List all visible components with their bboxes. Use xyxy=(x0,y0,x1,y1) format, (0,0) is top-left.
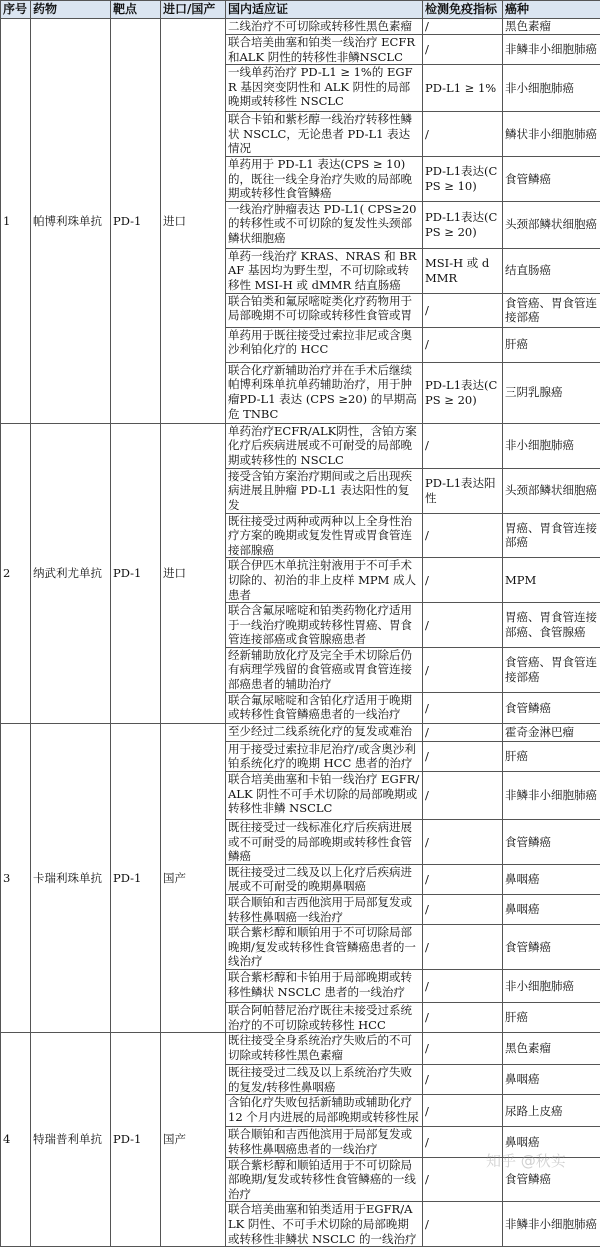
marker-cell: MSI-H 或 dMMR xyxy=(423,248,503,293)
indication-cell: 联合培美曲塞和铂类适用于EGFR/ALK 阴性、不可手术切除的局部晚期或转移性非鳞状 NSCLC 的一线治疗 xyxy=(226,1202,423,1247)
cancer-type-cell: 非鳞非小细胞肺癌 xyxy=(503,1202,600,1247)
cancer-type-cell: 食管鳞癌 xyxy=(503,692,600,723)
indication-cell: 单药用于 PD-L1 表达(CPS ≥ 10)的，既往一线全身治疗失败的局部晚期或转移性食管鳞癌 xyxy=(226,156,423,201)
marker-cell: / xyxy=(423,513,503,558)
table-row xyxy=(1,1033,600,1065)
drug-origin: 进口 xyxy=(161,19,226,424)
drug-name: 特瑞普利单抗 xyxy=(31,1033,111,1247)
indication-cell: 联合培美曲塞和卡铂一线治疗 EGFR/ALK 阴性不可手术切除的局部晚期或转移性非鳞 NSCLC xyxy=(226,772,423,820)
marker-cell: / xyxy=(423,864,503,894)
indication-cell: 用于接受过索拉非尼治疗/或含奥沙利铂系统化疗的晚期 HCC 患者的治疗 xyxy=(226,741,423,771)
watermark: 知乎 @秋实 xyxy=(486,1150,566,1171)
header-cancer: 癌种 xyxy=(503,1,600,19)
drug-origin: 进口 xyxy=(161,423,226,723)
indication-cell: 单药一线治疗 KRAS、NRAS 和 BRAF 基因均为野生型，不可切除或转移性 MSI-H 或 dMMR 结直肠癌 xyxy=(226,248,423,293)
indication-cell: 接受含铂方案治疗期间或之后出现疾病进展且肿瘤 PD-L1 表达阳性的复发 xyxy=(226,468,423,513)
cancer-type-cell: 非小细胞肺癌 xyxy=(503,423,600,468)
cancer-type-cell: 霍奇金淋巴瘤 xyxy=(503,723,600,741)
drug-target: PD-1 xyxy=(111,1033,161,1247)
marker-cell: / xyxy=(423,970,503,1003)
header-origin: 进口/国产 xyxy=(161,1,226,19)
cancer-type-cell: 非小细胞肺癌 xyxy=(503,970,600,1003)
cancer-type-cell: 鼻咽癌 xyxy=(503,895,600,925)
cancer-type-cell: 非小细胞肺癌 xyxy=(503,65,600,112)
indication-cell: 单药用于既往接受过索拉非尼或含奥沙利铂化疗的 HCC xyxy=(226,327,423,362)
indication-cell: 至少经过二线系统化疗的复发或难治 xyxy=(226,723,423,741)
header-marker: 检测免疫指标 xyxy=(423,1,503,19)
marker-cell: / xyxy=(423,692,503,723)
marker-cell: / xyxy=(423,1095,503,1127)
cancer-type-cell: 三阴乳腺癌 xyxy=(503,362,600,423)
marker-cell: PD-L1表达(CPS ≥ 10) xyxy=(423,156,503,201)
drug-origin: 国产 xyxy=(161,1033,226,1247)
marker-cell: / xyxy=(423,1157,503,1202)
indication-cell: 既往接受过二线及以上化疗后疾病进展或不可耐受的晚期鼻咽癌 xyxy=(226,864,423,894)
drug-origin: 国产 xyxy=(161,723,226,1032)
drug-name: 帕博利珠单抗 xyxy=(31,19,111,424)
marker-cell: / xyxy=(423,35,503,65)
marker-cell: / xyxy=(423,1065,503,1095)
cancer-type-cell: 非鳞非小细胞肺癌 xyxy=(503,772,600,820)
drug-name: 卡瑞利珠单抗 xyxy=(31,723,111,1032)
drug-number: 2 xyxy=(1,423,31,723)
drug-number: 4 xyxy=(1,1033,31,1247)
indication-cell: 二线治疗不可切除或转移性黑色素瘤 xyxy=(226,19,423,35)
cancer-type-cell: 结直肠癌 xyxy=(503,248,600,293)
cancer-type-cell: MPM xyxy=(503,558,600,603)
cancer-type-cell: 黑色素瘤 xyxy=(503,19,600,35)
table-row xyxy=(1,723,600,741)
marker-cell: / xyxy=(423,1033,503,1065)
cancer-type-cell: 胃癌、胃食管连接部癌 xyxy=(503,513,600,558)
indication-cell: 既往接受过二线及以上系统治疗失败的复发/转移性鼻咽癌 xyxy=(226,1065,423,1095)
indication-cell: 联合阿帕替尼治疗既往未接受过系统治疗的不可切除或转移性 HCC xyxy=(226,1003,423,1033)
indication-cell: 既往接受全身系统治疗失败后的不可切除或转移性黑色素瘤 xyxy=(226,1033,423,1065)
table-body xyxy=(1,19,600,1247)
header-indication: 国内适应证 xyxy=(226,1,423,19)
indication-cell: 含铂化疗失败包括新辅助或辅助化疗 12 个月内进展的局部晚期或转移性尿 xyxy=(226,1095,423,1127)
cancer-type-cell: 胃癌、胃食管连接部癌、食管腺癌 xyxy=(503,603,600,648)
drug-name: 纳武利尤单抗 xyxy=(31,423,111,723)
indication-cell: 联合紫杉醇和顺铂用于不可切除局部晚期/复发或转移性食管鳞癌患者的一线治疗 xyxy=(226,925,423,970)
marker-cell: PD-L1表达(CPS ≥ 20) xyxy=(423,201,503,248)
indication-cell: 联合紫杉醇和顺铂适用于不可切除局部晚期/复发或转移性食管鳞癌的一线治疗 xyxy=(226,1157,423,1202)
cancer-type-cell: 食管癌、胃食管连接部癌 xyxy=(503,293,600,327)
drug-number: 3 xyxy=(1,723,31,1032)
cancer-type-cell: 鼻咽癌 xyxy=(503,1065,600,1095)
cancer-type-cell: 食管癌、胃食管连接部癌 xyxy=(503,647,600,692)
marker-cell: / xyxy=(423,772,503,820)
marker-cell: / xyxy=(423,1202,503,1247)
cancer-type-cell: 肝癌 xyxy=(503,741,600,771)
indication-cell: 联合培美曲塞和铂类一线治疗 ECFR 和ALK 阴性的转移性非鳞NSCLC xyxy=(226,35,423,65)
marker-cell: / xyxy=(423,723,503,741)
cancer-type-cell: 食管鳞癌 xyxy=(503,156,600,201)
marker-cell: / xyxy=(423,558,503,603)
drug-target: PD-1 xyxy=(111,19,161,424)
marker-cell: / xyxy=(423,925,503,970)
marker-cell: / xyxy=(423,327,503,362)
header-target: 靶点 xyxy=(111,1,161,19)
cancer-type-cell: 肝癌 xyxy=(503,1003,600,1033)
indication-cell: 既往接受过一线标准化疗后疾病进展或不可耐受的局部晚期或转移性食管鳞癌 xyxy=(226,820,423,865)
marker-cell: / xyxy=(423,1127,503,1157)
marker-cell: / xyxy=(423,1003,503,1033)
drug-target: PD-1 xyxy=(111,723,161,1032)
indication-cell: 联合紫杉醇和卡铂用于局部晚期或转移性鳞状 NSCLC 患者的一线治疗 xyxy=(226,970,423,1003)
header-drug: 药物 xyxy=(31,1,111,19)
cancer-type-cell: 食管鳞癌 xyxy=(503,1157,600,1202)
marker-cell: / xyxy=(423,423,503,468)
marker-cell: PD-L1表达(CPS ≥ 20) xyxy=(423,362,503,423)
cancer-type-cell: 头颈部鳞状细胞癌 xyxy=(503,468,600,513)
marker-cell: / xyxy=(423,19,503,35)
drug-target: PD-1 xyxy=(111,423,161,723)
marker-cell: / xyxy=(423,112,503,157)
marker-cell: / xyxy=(423,293,503,327)
marker-cell: PD-L1表达阳性 xyxy=(423,468,503,513)
cancer-type-cell: 头颈部鳞状细胞癌 xyxy=(503,201,600,248)
cancer-type-cell: 尿路上皮癌 xyxy=(503,1095,600,1127)
cancer-type-cell: 鼻咽癌 xyxy=(503,1127,600,1157)
indication-cell: 一线治疗肿瘤表达 PD-L1( CPS≥20的转移性或不可切除的复发性头颈部鳞状细胞癌 xyxy=(226,201,423,248)
indication-cell: 联合顺铂和吉西他滨用于局部复发或转移性鼻咽癌患者的一线治疗 xyxy=(226,1127,423,1157)
cancer-type-cell: 鳞状非小细胞肺癌 xyxy=(503,112,600,157)
indication-cell: 联合伊匹木单抗注射液用于不可手术切除的、初治的非上皮样 MPM 成人患者 xyxy=(226,558,423,603)
indication-cell: 联合卡铂和紫杉醇一线治疗转移性鳞状 NSCLC，无论患者 PD-L1 表达情况 xyxy=(226,112,423,157)
indication-cell: 经新辅助放化疗及完全手术切除后仍有病理学残留的食管癌或胃食管连接部癌患者的辅助治疗 xyxy=(226,647,423,692)
cancer-type-cell: 非鳞非小细胞肺癌 xyxy=(503,35,600,65)
indication-cell: 联合氟尿嘧啶和含铂化疗适用于晚期或转移性食管鳞癌患者的一线治疗 xyxy=(226,692,423,723)
table-row xyxy=(1,423,600,468)
indication-cell: 既往接受过两种或两种以上全身性治疗方案的晚期或复发性胃或胃食管连接部腺癌 xyxy=(226,513,423,558)
table-header-row xyxy=(1,1,600,19)
table-row xyxy=(1,19,600,35)
cancer-type-cell: 食管鳞癌 xyxy=(503,925,600,970)
marker-cell: / xyxy=(423,741,503,771)
drug-number: 1 xyxy=(1,19,31,424)
cancer-type-cell: 肝癌 xyxy=(503,327,600,362)
cancer-type-cell: 食管鳞癌 xyxy=(503,820,600,865)
indication-cell: 联合铂类和氟尿嘧啶类化疗药物用于局部晚期不可切除或转移性食管或胃 xyxy=(226,293,423,327)
cancer-type-cell: 黑色素瘤 xyxy=(503,1033,600,1065)
marker-cell: PD-L1 ≥ 1% xyxy=(423,65,503,112)
marker-cell: / xyxy=(423,820,503,865)
indication-cell: 联合顺铂和吉西他滨用于局部复发或转移性鼻咽癌一线治疗 xyxy=(226,895,423,925)
marker-cell: / xyxy=(423,895,503,925)
marker-cell: / xyxy=(423,647,503,692)
indication-cell: 一线单药治疗 PD-L1 ≥ 1%的 EGFR 基因突变阴性和 ALK 阴性的局部晚期或转移性 NSCLC xyxy=(226,65,423,112)
indication-cell: 联合化疗新辅助治疗并在手术后继续帕博利珠单抗单药辅助治疗，用于肿瘤PD-L1 表达 (CPS ≥20) 的早期高危 TNBC xyxy=(226,362,423,423)
indication-cell: 联合含氟尿嘧啶和铂类药物化疗适用于一线治疗晚期或转移性胃癌、胃食管连接部癌或食管腺癌患者 xyxy=(226,603,423,648)
cancer-type-cell: 鼻咽癌 xyxy=(503,864,600,894)
marker-cell: / xyxy=(423,603,503,648)
header-no: 序号 xyxy=(1,1,31,19)
indication-cell: 单药治疗ECFR/ALK阴性，含铂方案化疗后疾病进展或不可耐受的局部晚期或转移性的 NSCLC xyxy=(226,423,423,468)
